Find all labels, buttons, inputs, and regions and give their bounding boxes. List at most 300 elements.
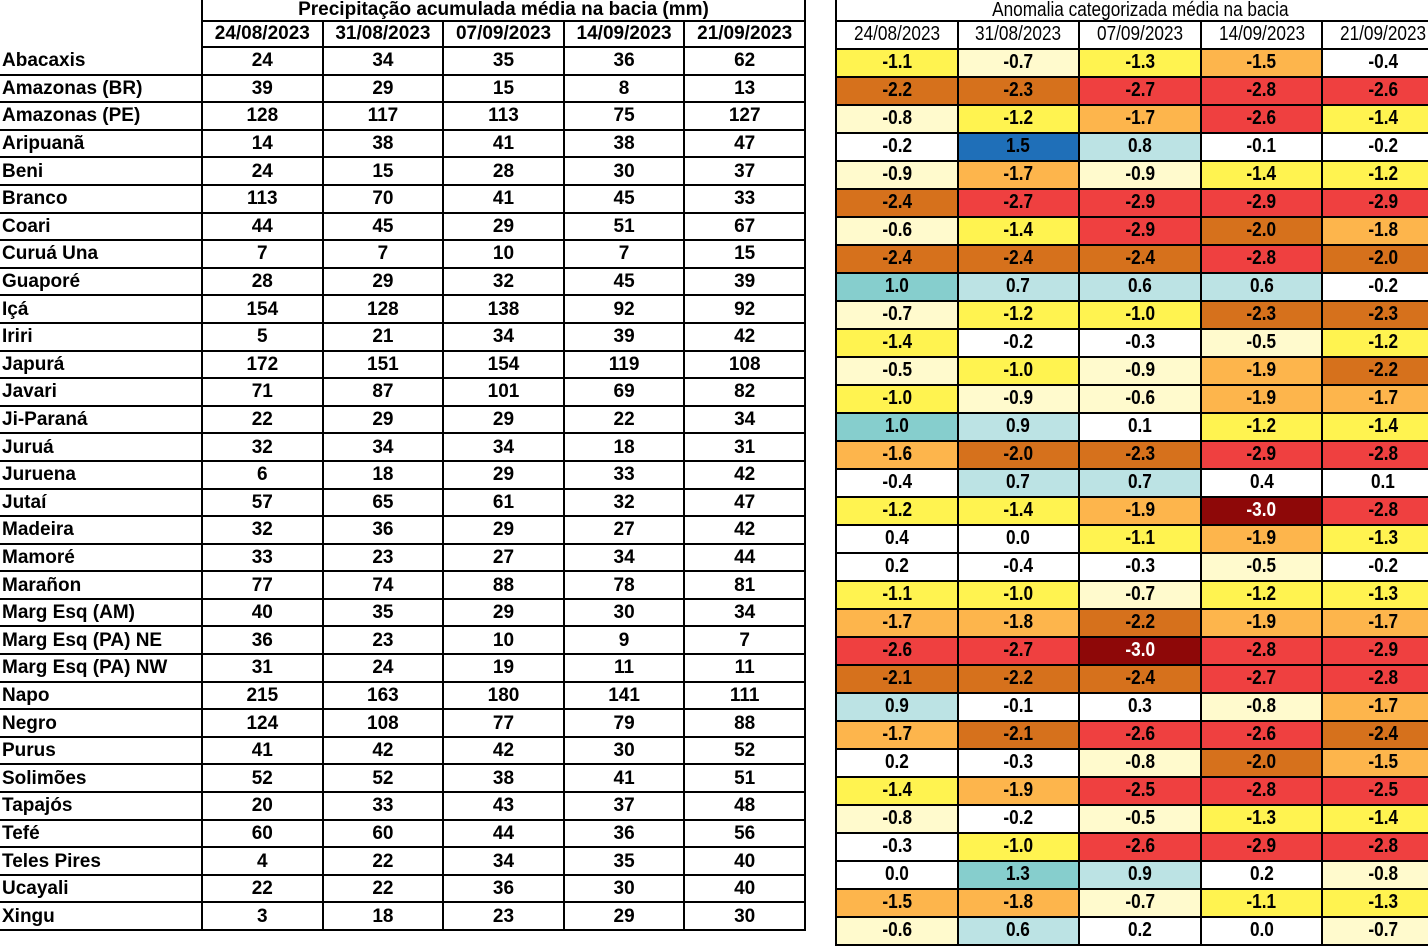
precip-cell: 60: [202, 820, 323, 848]
table-row: [836, 861, 1428, 889]
precip-cell: 111: [684, 682, 805, 710]
anomaly-cell: -0.7: [1079, 889, 1201, 917]
anomaly-cell: -2.2: [958, 665, 1080, 693]
table-row: [836, 105, 1428, 133]
precip-cell: 42: [684, 323, 805, 351]
precip-cell: 24: [202, 157, 323, 185]
table-row: [0, 102, 805, 130]
table-row: [836, 77, 1428, 105]
anomaly-cell: -0.6: [836, 917, 958, 945]
basin-name: Amazonas (BR): [0, 75, 202, 103]
basin-name: Napo: [0, 682, 202, 710]
precip-cell: 32: [202, 516, 323, 544]
anomaly-cell: -2.8: [1322, 497, 1428, 525]
precip-cell: 81: [684, 571, 805, 599]
anomaly-cell: -0.5: [1201, 329, 1323, 357]
precip-cell: 36: [202, 626, 323, 654]
anomaly-cell: -1.3: [1322, 525, 1428, 553]
precip-cell: 67: [684, 213, 805, 241]
anomaly-cell: -1.4: [1322, 413, 1428, 441]
precip-cell: 42: [684, 516, 805, 544]
basin-name: Solimões: [0, 764, 202, 792]
anomaly-cell: -2.4: [1322, 721, 1428, 749]
precip-cell: 15: [443, 75, 564, 103]
precip-cell: 30: [564, 737, 685, 765]
anomaly-cell: -1.1: [1201, 889, 1323, 917]
anomaly-cell: 1.0: [836, 273, 958, 301]
precip-cell: 215: [202, 682, 323, 710]
precip-cell: 29: [443, 461, 564, 489]
precip-cell: 154: [443, 351, 564, 379]
anomaly-cell: -2.4: [836, 245, 958, 273]
precip-cell: 57: [202, 489, 323, 517]
table-row: [836, 693, 1428, 721]
anomaly-cell: -2.1: [958, 721, 1080, 749]
anomaly-cell: -2.0: [1322, 245, 1428, 273]
precip-cell: 32: [564, 489, 685, 517]
anomaly-cell: -1.4: [958, 497, 1080, 525]
precip-cell: 36: [443, 875, 564, 903]
table-row: [0, 406, 805, 434]
anomaly-cell: -2.5: [1079, 777, 1201, 805]
anomaly-cell: -0.3: [1079, 553, 1201, 581]
table-row: [0, 268, 805, 296]
anomaly-date-header: 07/09/2023: [1079, 21, 1201, 49]
precip-cell: 34: [443, 847, 564, 875]
table-row: [836, 133, 1428, 161]
basin-name: Marg Esq (AM): [0, 599, 202, 627]
anomaly-cell: -0.8: [1322, 861, 1428, 889]
precip-cell: 31: [684, 433, 805, 461]
anomaly-cell: -1.0: [958, 833, 1080, 861]
precip-cell: 117: [323, 102, 444, 130]
basin-name: Beni: [0, 157, 202, 185]
table-row: [0, 875, 805, 903]
table-row: [836, 245, 1428, 273]
anomaly-cell: -1.7: [836, 721, 958, 749]
precip-cell: 6: [202, 461, 323, 489]
table-row: [0, 682, 805, 710]
anomaly-cell: -1.5: [1322, 749, 1428, 777]
anomaly-cell: -0.2: [1322, 553, 1428, 581]
table-row: [0, 820, 805, 848]
table-row: [0, 157, 805, 185]
anomaly-cell: 0.7: [1079, 469, 1201, 497]
anomaly-cell: -2.9: [1322, 637, 1428, 665]
precip-cell: 18: [564, 433, 685, 461]
precip-cell: 172: [202, 351, 323, 379]
table-row: [0, 571, 805, 599]
table-row: [836, 273, 1428, 301]
precip-cell: 3: [202, 902, 323, 930]
precip-cell: 180: [443, 682, 564, 710]
precip-cell: 36: [323, 516, 444, 544]
anomaly-cell: -2.6: [1201, 721, 1323, 749]
anomaly-cell: -1.4: [1201, 161, 1323, 189]
precip-cell: 47: [684, 130, 805, 158]
precip-cell: 27: [443, 544, 564, 572]
anomaly-cell: -2.6: [836, 637, 958, 665]
precip-cell: 124: [202, 709, 323, 737]
anomaly-cell: -1.4: [958, 217, 1080, 245]
anomaly-cell: -2.3: [1322, 301, 1428, 329]
precip-cell: 33: [202, 544, 323, 572]
anomaly-cell: -0.5: [1079, 805, 1201, 833]
precip-cell: 38: [564, 130, 685, 158]
table-row: [836, 161, 1428, 189]
basin-name: Branco: [0, 185, 202, 213]
precip-cell: 29: [323, 75, 444, 103]
table-row: [0, 213, 805, 241]
precip-cell: 45: [323, 213, 444, 241]
basin-name: Xingu: [0, 902, 202, 930]
anomaly-cell: 0.6: [1079, 273, 1201, 301]
anomaly-cell: 0.6: [958, 917, 1080, 945]
table-row: [836, 721, 1428, 749]
precip-cell: 37: [564, 792, 685, 820]
anomaly-cell: -1.2: [958, 105, 1080, 133]
precip-cell: 15: [323, 157, 444, 185]
precip-cell: 22: [202, 406, 323, 434]
anomaly-cell: -0.5: [836, 357, 958, 385]
precip-cell: 8: [564, 75, 685, 103]
anomaly-cell: -0.9: [1079, 357, 1201, 385]
anomaly-cell: -1.1: [836, 49, 958, 77]
precip-cell: 15: [684, 240, 805, 268]
precip-cell: 113: [202, 185, 323, 213]
basin-name: Curuá Una: [0, 240, 202, 268]
basin-name: Purus: [0, 737, 202, 765]
anomaly-cell: -2.3: [1079, 441, 1201, 469]
anomaly-cell: -2.9: [1201, 833, 1323, 861]
precip-cell: 34: [443, 323, 564, 351]
table-row: [836, 833, 1428, 861]
anomaly-cell: -0.2: [1322, 133, 1428, 161]
anomaly-cell: -2.9: [1322, 189, 1428, 217]
basin-name: Tefé: [0, 820, 202, 848]
precip-cell: 51: [684, 764, 805, 792]
precip-cell: 33: [564, 461, 685, 489]
anomaly-cell: -1.9: [1079, 497, 1201, 525]
basin-name: Guaporé: [0, 268, 202, 296]
anomaly-cell: -0.9: [1079, 161, 1201, 189]
anomaly-cell: -0.8: [836, 105, 958, 133]
table-row: [0, 764, 805, 792]
precip-date-header: 21/09/2023: [684, 21, 805, 47]
precip-cell: 38: [323, 130, 444, 158]
anomaly-cell: 0.8: [1079, 133, 1201, 161]
precip-cell: 30: [684, 902, 805, 930]
anomaly-cell: -1.7: [958, 161, 1080, 189]
anomaly-cell: -2.1: [836, 665, 958, 693]
precip-cell: 52: [684, 737, 805, 765]
precip-cell: 30: [564, 157, 685, 185]
anomaly-cell: -1.2: [1322, 161, 1428, 189]
precip-cell: 39: [202, 75, 323, 103]
basin-name: Negro: [0, 709, 202, 737]
anomaly-cell: -2.8: [1201, 777, 1323, 805]
precip-cell: 22: [564, 406, 685, 434]
precip-cell: 9: [564, 626, 685, 654]
table-row: [836, 525, 1428, 553]
anomaly-cell: -2.4: [1079, 665, 1201, 693]
anomaly-cell: -1.2: [1322, 329, 1428, 357]
table-row: [836, 497, 1428, 525]
table-row: [0, 544, 805, 572]
basin-name: Mamoré: [0, 544, 202, 572]
anomaly-cell: -0.7: [1322, 917, 1428, 945]
basin-name: Içá: [0, 295, 202, 323]
precip-cell: 65: [323, 489, 444, 517]
basin-name: Juruá: [0, 433, 202, 461]
anomaly-cell: -1.4: [836, 777, 958, 805]
anomaly-cell: -2.8: [1201, 637, 1323, 665]
precip-cell: 14: [202, 130, 323, 158]
table-row: [0, 489, 805, 517]
anomaly-cell: -2.4: [1079, 245, 1201, 273]
precip-cell: 163: [323, 682, 444, 710]
anomaly-cell: -1.7: [836, 609, 958, 637]
precip-cell: 62: [684, 47, 805, 75]
precip-cell: 78: [564, 571, 685, 599]
anomaly-cell: -2.6: [1322, 77, 1428, 105]
precip-cell: 24: [202, 47, 323, 75]
anomaly-cell: -2.2: [1322, 357, 1428, 385]
anomaly-cell: -2.9: [1201, 441, 1323, 469]
anomaly-cell: -1.3: [1201, 805, 1323, 833]
precip-cell: 41: [443, 185, 564, 213]
precip-cell: 21: [323, 323, 444, 351]
precip-cell: 11: [684, 654, 805, 682]
anomaly-cell: -0.5: [1201, 553, 1323, 581]
basin-name: Jutaí: [0, 489, 202, 517]
table-row: [0, 351, 805, 379]
anomaly-cell: -0.8: [1079, 749, 1201, 777]
anomaly-cell: -1.3: [1322, 581, 1428, 609]
anomaly-cell: -1.9: [1201, 609, 1323, 637]
anomaly-cell: 0.9: [958, 413, 1080, 441]
anomaly-cell: 0.0: [1201, 917, 1323, 945]
table-row: [836, 805, 1428, 833]
precipitation-title: Precipitação acumulada média na bacia (mm): [202, 0, 805, 21]
anomaly-cell: -1.9: [958, 777, 1080, 805]
table-row: [836, 441, 1428, 469]
precip-cell: 22: [323, 875, 444, 903]
precip-cell: 32: [202, 433, 323, 461]
table-row: [0, 792, 805, 820]
precip-cell: 37: [684, 157, 805, 185]
precip-cell: 29: [564, 902, 685, 930]
anomaly-cell: -2.0: [1201, 749, 1323, 777]
anomaly-date-header: 31/08/2023: [958, 21, 1080, 49]
basin-name: Japurá: [0, 351, 202, 379]
precip-cell: 33: [323, 792, 444, 820]
anomaly-cell: -3.0: [1201, 497, 1323, 525]
table-row: [836, 609, 1428, 637]
precip-cell: 7: [323, 240, 444, 268]
anomaly-cell: -2.8: [1322, 833, 1428, 861]
anomaly-cell: -1.5: [836, 889, 958, 917]
table-row: [0, 516, 805, 544]
anomaly-cell: -0.7: [836, 301, 958, 329]
precip-cell: 29: [323, 268, 444, 296]
precip-cell: 32: [443, 268, 564, 296]
precip-cell: 42: [684, 461, 805, 489]
anomaly-cell: -2.3: [958, 77, 1080, 105]
precip-cell: 74: [323, 571, 444, 599]
anomaly-table: [835, 0, 1428, 946]
anomaly-cell: -2.7: [1201, 665, 1323, 693]
anomaly-cell: -0.2: [958, 329, 1080, 357]
precip-cell: 44: [443, 820, 564, 848]
precip-cell: 34: [684, 599, 805, 627]
precip-cell: 141: [564, 682, 685, 710]
anomaly-cell: -1.1: [1079, 525, 1201, 553]
precip-cell: 11: [564, 654, 685, 682]
anomaly-cell: 0.0: [836, 861, 958, 889]
precip-cell: 119: [564, 351, 685, 379]
precip-cell: 29: [443, 213, 564, 241]
table-row: [836, 917, 1428, 945]
anomaly-cell: -1.2: [1201, 413, 1323, 441]
precip-cell: 42: [323, 737, 444, 765]
anomaly-cell: -1.8: [958, 609, 1080, 637]
precip-cell: 77: [443, 709, 564, 737]
anomaly-cell: -2.8: [1201, 77, 1323, 105]
precip-cell: 27: [564, 516, 685, 544]
precip-cell: 34: [443, 433, 564, 461]
precip-cell: 40: [684, 875, 805, 903]
precip-cell: 60: [323, 820, 444, 848]
anomaly-cell: -2.8: [1322, 441, 1428, 469]
table-row: [0, 847, 805, 875]
precip-cell: 29: [323, 406, 444, 434]
precip-cell: 48: [684, 792, 805, 820]
anomaly-cell: 0.9: [1079, 861, 1201, 889]
table-row: [836, 889, 1428, 917]
precip-cell: 47: [684, 489, 805, 517]
anomaly-cell: -3.0: [1079, 637, 1201, 665]
table-row: [836, 581, 1428, 609]
table-row: [836, 189, 1428, 217]
anomaly-cell: -1.4: [836, 329, 958, 357]
table-row: [0, 902, 805, 930]
precip-cell: 34: [323, 47, 444, 75]
precip-cell: 18: [323, 902, 444, 930]
precip-cell: 42: [443, 737, 564, 765]
table-row: [0, 75, 805, 103]
anomaly-cell: -1.9: [1201, 525, 1323, 553]
precip-cell: 34: [684, 406, 805, 434]
precip-cell: 88: [443, 571, 564, 599]
anomaly-cell: -2.9: [1201, 189, 1323, 217]
precip-cell: 29: [443, 599, 564, 627]
precip-cell: 24: [323, 654, 444, 682]
anomaly-cell: -0.6: [1079, 385, 1201, 413]
precip-date-header: 07/09/2023: [443, 21, 564, 47]
precip-cell: 45: [564, 185, 685, 213]
table-row: [836, 469, 1428, 497]
table-row: [0, 323, 805, 351]
anomaly-cell: -1.7: [1322, 693, 1428, 721]
precip-cell: 23: [443, 902, 564, 930]
precip-cell: 79: [564, 709, 685, 737]
anomaly-cell: -1.8: [1322, 217, 1428, 245]
anomaly-cell: -1.7: [1322, 385, 1428, 413]
table-row: [0, 240, 805, 268]
precip-cell: 52: [323, 764, 444, 792]
precip-cell: 36: [564, 47, 685, 75]
precip-cell: 39: [564, 323, 685, 351]
precip-cell: 43: [443, 792, 564, 820]
anomaly-cell: 0.3: [1079, 693, 1201, 721]
basin-name: Madeira: [0, 516, 202, 544]
precip-cell: 70: [323, 185, 444, 213]
anomaly-date-header: 24/08/2023: [836, 21, 958, 49]
anomaly-cell: -2.7: [1079, 77, 1201, 105]
anomaly-cell: -0.1: [958, 693, 1080, 721]
anomaly-cell: -1.4: [1322, 805, 1428, 833]
anomaly-cell: -2.9: [1079, 217, 1201, 245]
anomaly-cell: -2.4: [836, 189, 958, 217]
anomaly-cell: -1.1: [836, 581, 958, 609]
table-row: [836, 217, 1428, 245]
precip-cell: 22: [202, 875, 323, 903]
table-row: [836, 329, 1428, 357]
precip-cell: 45: [564, 268, 685, 296]
anomaly-cell: -1.2: [1201, 581, 1323, 609]
anomaly-cell: 0.4: [1201, 469, 1323, 497]
precip-cell: 71: [202, 378, 323, 406]
table-row: [0, 295, 805, 323]
basin-name: Ucayali: [0, 875, 202, 903]
precip-cell: 34: [564, 544, 685, 572]
anomaly-cell: -1.0: [1079, 301, 1201, 329]
precip-cell: 108: [684, 351, 805, 379]
table-row: [836, 637, 1428, 665]
anomaly-cell: -0.2: [958, 805, 1080, 833]
precip-cell: 31: [202, 654, 323, 682]
table-row: [836, 749, 1428, 777]
anomaly-cell: 0.2: [1201, 861, 1323, 889]
anomaly-cell: -1.0: [836, 385, 958, 413]
anomaly-cell: -1.5: [1201, 49, 1323, 77]
anomaly-cell: 1.3: [958, 861, 1080, 889]
anomaly-cell: -0.4: [1322, 49, 1428, 77]
anomaly-cell: 0.2: [836, 553, 958, 581]
table-row: [836, 665, 1428, 693]
anomaly-cell: -1.2: [836, 497, 958, 525]
anomaly-cell: -0.4: [836, 469, 958, 497]
precip-cell: 5: [202, 323, 323, 351]
precip-cell: 52: [202, 764, 323, 792]
precip-date-header: 14/09/2023: [564, 21, 685, 47]
anomaly-cell: -1.7: [1322, 609, 1428, 637]
anomaly-cell: -0.3: [1079, 329, 1201, 357]
precip-cell: 10: [443, 240, 564, 268]
precip-cell: 44: [202, 213, 323, 241]
table-row: [0, 47, 805, 75]
anomaly-cell: -0.3: [836, 833, 958, 861]
anomaly-cell: -0.7: [1079, 581, 1201, 609]
anomaly-cell: -0.6: [836, 217, 958, 245]
precip-cell: 128: [323, 295, 444, 323]
anomaly-cell: -2.6: [1079, 833, 1201, 861]
anomaly-title: Anomalia categorizada média na bacia: [836, 0, 1428, 21]
precip-cell: 88: [684, 709, 805, 737]
anomaly-cell: -0.9: [958, 385, 1080, 413]
precip-cell: 20: [202, 792, 323, 820]
